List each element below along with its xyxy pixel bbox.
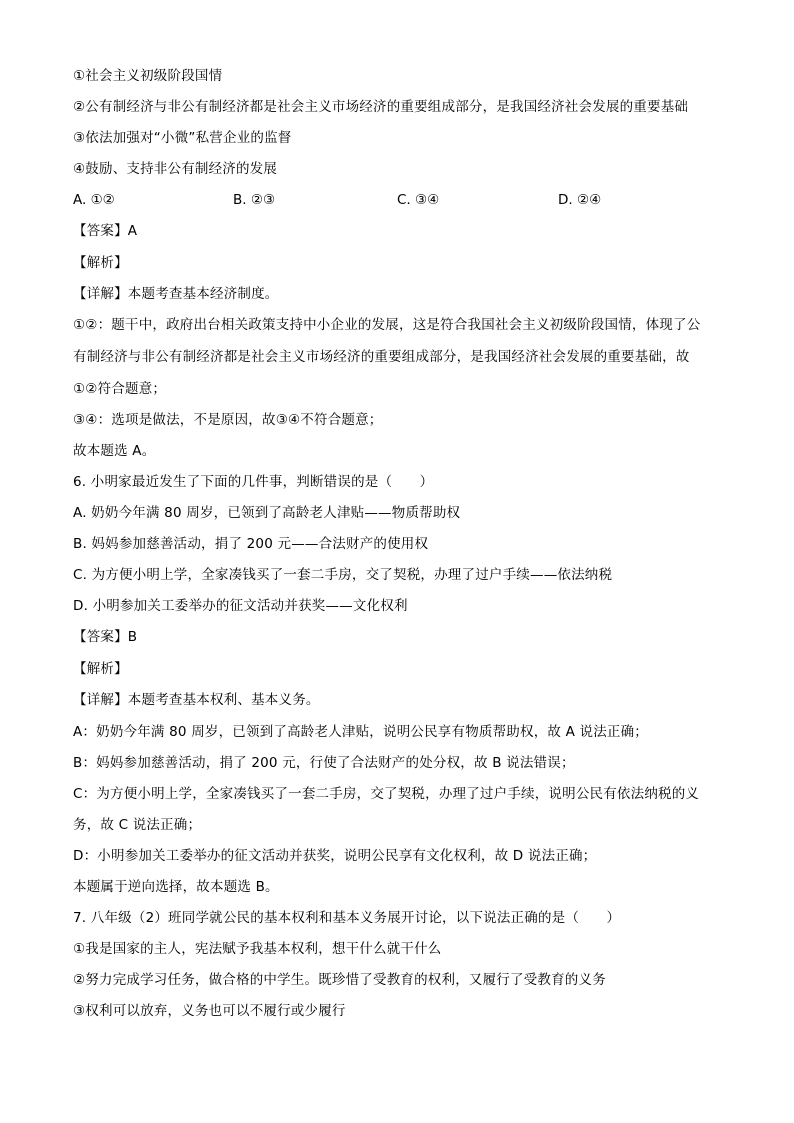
q6-detail-line-6: D：小明参加关工委举办的征文活动并获奖，说明公民享有文化权利，故 D 说法正确； — [73, 848, 597, 864]
q6-detail-line-7: 本题属于逆向选择，故本题选 B。 — [73, 879, 279, 895]
q6-option-b: B. 妈妈参加慈善活动，捐了 200 元——合法财产的使用权 — [73, 536, 429, 552]
q6-detail-line-3: B：妈妈参加慈善活动，捐了 200 元，行使了合法财产的处分权，故 B 说法错误； — [73, 755, 575, 771]
q5-options — [73, 190, 733, 212]
q6-question: 6. 小明家最近发生了下面的几件事，判断错误的是（ ） — [73, 474, 434, 490]
q5-option-b: B. ②③ — [233, 192, 276, 208]
q5-detail-line-3: 有制经济与非公有制经济都是社会主义市场经济的重要组成部分，是我国经济社会发展的重要基础，故 — [73, 349, 690, 365]
q5-statement-3: ③依法加强对“小微”私营企业的监督 — [73, 130, 292, 146]
q5-statement-4: ④鼓励、支持非公有制经济的发展 — [73, 161, 278, 177]
q6-detail-line-1: 【详解】本题考查基本权利、基本义务。 — [73, 692, 320, 708]
q5-option-d: D. ②④ — [558, 192, 602, 208]
q7-statement-2: ②努力完成学习任务，做合格的中学生。既珍惜了受教育的权利，又履行了受教育的义务 — [73, 972, 606, 988]
q7-statement-3: ③权利可以放弃，义务也可以不履行或少履行 — [73, 1003, 346, 1019]
q5-detail-line-4: ①②符合题意； — [73, 381, 167, 397]
q5-detail-line-1: 【详解】本题考查基本经济制度。 — [73, 286, 279, 302]
q5-analysis-label: 【解析】 — [73, 255, 128, 271]
q6-option-d: D. 小明参加关工委举办的征文活动并获奖——文化权利 — [73, 598, 408, 614]
q5-detail-line-5: ③④：选项是做法，不是原因，故③④不符合题意； — [73, 412, 383, 428]
q5-option-a: A. ①② — [73, 192, 115, 208]
q5-detail-line-6: 故本题选 A。 — [73, 443, 156, 459]
q7-question: 7. 八年级（2）班同学就公民的基本权利和基本义务展开讨论，以下说法正确的是（ ） — [73, 910, 621, 926]
q5-option-c: C. ③④ — [397, 192, 440, 208]
q5-statement-1: ①社会主义初级阶段国情 — [73, 68, 223, 84]
q6-detail-line-2: A：奶奶今年满 80 周岁，已领到了高龄老人津贴，说明公民享有物质帮助权，故 A 说法正确； — [73, 724, 649, 740]
q6-option-c: C. 为方便小明上学，全家凑钱买了一套二手房，交了契税，办理了过户手续——依法纳税 — [73, 567, 613, 583]
q5-statement-2: ②公有制经济与非公有制经济都是社会主义市场经济的重要组成部分，是我国经济社会发展的重要基础 — [73, 99, 689, 115]
q5-answer: 【答案】A — [73, 223, 138, 239]
q7-statement-1: ①我是国家的主人，宪法赋予我基本权利，想干什么就干什么 — [73, 941, 442, 957]
q5-detail-line-2: ①②：题干中，政府出台相关政策支持中小企业的发展，这是符合我国社会主义初级阶段国情，体现了公 — [73, 317, 701, 333]
q6-analysis-label: 【解析】 — [73, 661, 128, 677]
q6-option-a: A. 奶奶今年满 80 周岁，已领到了高龄老人津贴——物质帮助权 — [73, 505, 461, 521]
q6-detail-line-4: C：为方便小明上学，全家凑钱买了一套二手房，交了契税，办理了过户手续，说明公民有依法纳税的义 — [73, 786, 700, 802]
q6-answer: 【答案】B — [73, 629, 138, 645]
q6-detail-line-5: 务，故 C 说法正确； — [73, 817, 202, 833]
